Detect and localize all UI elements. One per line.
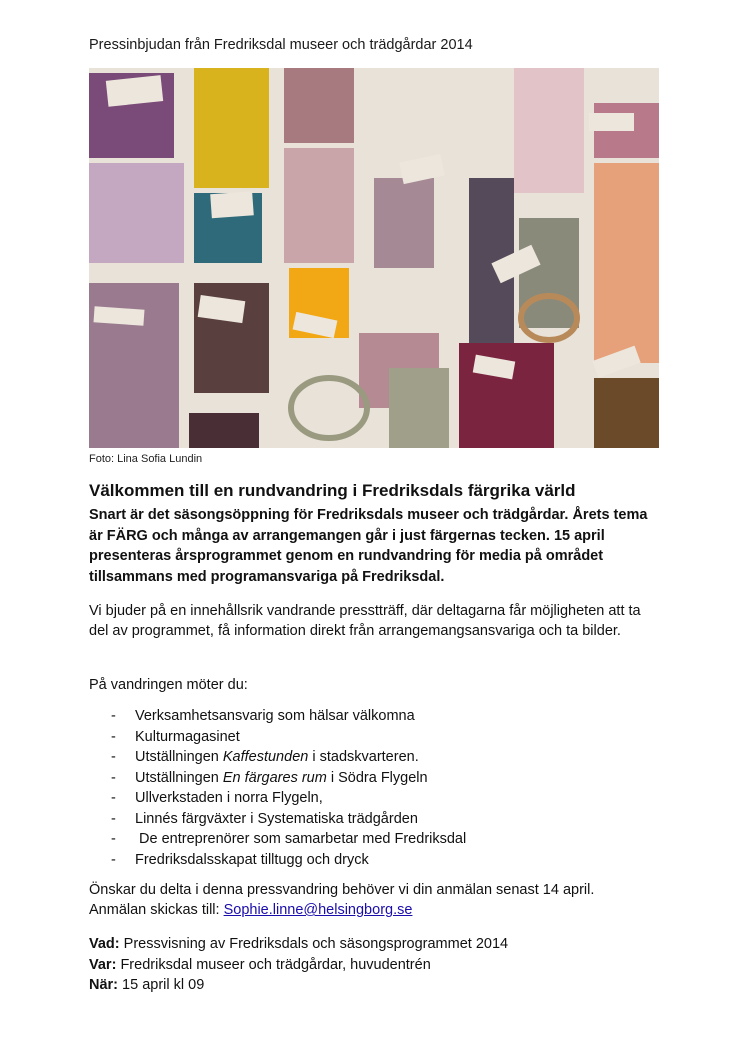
article-paragraph-2: På vandringen möter du: bbox=[89, 677, 248, 693]
swatch-brown bbox=[594, 378, 659, 448]
article-paragraph-1: Vi bjuder på en innehållsrik vandrande presstträff, där deltagarna får möjligheten att ta del av programmet, få information direkt från arrangemangsansvariga och ta bilder. bbox=[89, 603, 641, 639]
list-item: - Utställningen En färgares rum i Södra Flygeln bbox=[111, 769, 428, 786]
swatch-pink bbox=[284, 68, 354, 143]
fabric-swatches-illustration bbox=[89, 68, 659, 448]
swatch-dusty-rose bbox=[284, 148, 354, 263]
article-headline: Välkommen till en rundvandring i Fredriksdals färgrika värld bbox=[89, 481, 576, 500]
signup-paragraph: Önskar du delta i denna pressvandring behöver vi din anmälan senast 14 april. Anmälan skickas till: Sophie.linne@helsingborg.se bbox=[89, 882, 595, 918]
swatch-wine bbox=[459, 343, 554, 448]
list-item: - Verksamhetsansvarig som hälsar välkomna bbox=[111, 708, 415, 724]
where-value: Fredriksdal museer och trädgårdar, huvudentrén bbox=[116, 956, 431, 973]
swatch-grey bbox=[519, 218, 579, 328]
signup-email-link[interactable]: Sophie.linne@helsingborg.se bbox=[223, 902, 413, 918]
what-value: Pressvisning av Fredriksdals och säsongsprogrammet 2014 bbox=[119, 936, 509, 952]
fabric-swatches-photo bbox=[89, 68, 659, 448]
where-label: Var: bbox=[89, 956, 117, 973]
swatch-peach bbox=[594, 163, 659, 363]
what-label: Vad: bbox=[89, 936, 120, 952]
swatch-mauve bbox=[374, 178, 434, 268]
photo-credit: Foto: Lina Sofia Lundin bbox=[89, 453, 203, 465]
swatch-lavender bbox=[89, 163, 184, 263]
document-header: Pressinbjudan från Fredriksdal museer och trädgårdar 2014 bbox=[89, 37, 473, 53]
itinerary-list bbox=[89, 706, 466, 870]
list-item: - Fredriksdalsskapat tilltugg och dryck bbox=[111, 851, 369, 868]
list-item: - Utställningen Kaffestunden i stadskvarteren. bbox=[111, 749, 419, 765]
swatch-yellow bbox=[194, 68, 269, 188]
when-value: 15 april kl 09 bbox=[118, 977, 205, 993]
event-details bbox=[89, 934, 508, 996]
list-item: - Linnés färgväxter i Systematiska trädgården bbox=[111, 810, 418, 827]
swatch-plum bbox=[189, 413, 259, 448]
article-lead: Snart är det säsongsöppning för Fredriksdals museer och trädgårdar. Årets tema är FÄRG och många av arrangemangen går i just färgernas tecken. 15 april presenteras årsprogrammet genom en rundvandring för media på området tillsammans med programansvariga på Fredriksdal. bbox=[89, 507, 648, 585]
list-item: - De entreprenörer som samarbetar med Fredriksdal bbox=[111, 831, 467, 847]
when-label: När: bbox=[89, 977, 119, 993]
list-item: - Kulturmagasinet bbox=[111, 728, 240, 745]
swatch-olive bbox=[389, 368, 449, 448]
swatch-pale-pink bbox=[514, 68, 584, 193]
list-item: - Ullverkstaden i norra Flygeln, bbox=[111, 790, 323, 806]
